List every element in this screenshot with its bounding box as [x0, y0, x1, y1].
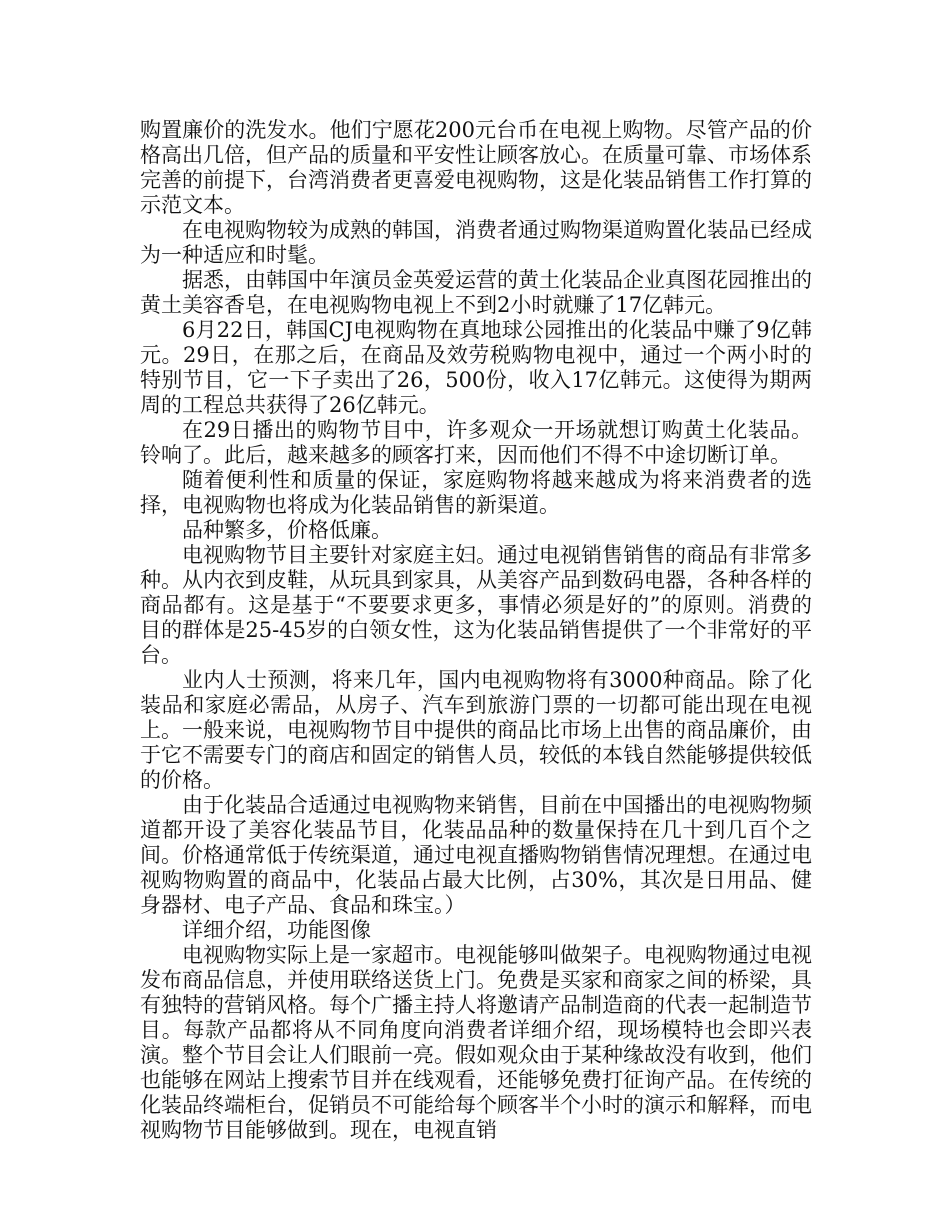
paragraph-12: 电视购物实际上是一家超市。电视能够叫做架子。电视购物通过电视发布商品信息，并使用联络送货上门。免费是买家和商家之间的桥梁，具有独特的营销风格。每个广播主持人将邀请产品制造商的代表一起制造节目。每款产品都将从不同角度向消费者详细介绍，现场模特也会即兴表演。整个节目会让人们眼前一亮。假如观众由于某种缘故没有收到，他们也能够在网站上搜索节目并在线观看，还能够免费打征询产品。在传统的化装品终端柜台，促销员不可能给每个顾客半个小时的演示和解释，而电视购物节目能够做到。现在，电视直销 — [140, 943, 812, 1142]
document-page — [140, 118, 812, 1143]
paragraph-8: 电视购物节目主要针对家庭主妇。通过电视销售销售的商品有非常多种。从内衣到皮鞋，从玩具到家具，从美容产品到数码电器，各种各样的商品都有。这是基于“不要要求更多，事情必须是好的”的原则。消费的目的群体是25-45岁的白领女性，这为化装品销售提供了一个非常好的平台。 — [140, 543, 812, 667]
paragraph-9: 业内人士预测，将来几年，国内电视购物将有3000种商品。除了化装品和家庭必需品，从房子、汽车到旅游门票的一切都可能出现在电视上。一般来说，电视购物节目中提供的商品比市场上出售的商品廉价，由于它不需要专门的商店和固定的销售人员，较低的本钱自然能够提供较低的价格。 — [140, 668, 812, 792]
paragraph-2: 在电视购物较为成熟的韩国，消费者通过购物渠道购置化装品已经成为一种适应和时髦。 — [140, 218, 812, 267]
paragraph-3: 据悉，由韩国中年演员金英爱运营的黄土化装品企业真图花园推出的黄土美容香皂，在电视购物电视上不到2小时就赚了17亿韩元。 — [140, 268, 812, 317]
paragraph-6: 随着便利性和质量的保证，家庭购物将越来越成为将来消费者的选择，电视购物也将成为化装品销售的新渠道。 — [140, 468, 812, 517]
paragraph-10: 由于化装品合适通过电视购物来销售，目前在中国播出的电视购物频道都开设了美容化装品节目，化装品品种的数量保持在几十到几百个之间。价格通常低于传统渠道，通过电视直播购物销售情况理想。在通过电视购物购置的商品中，化装品占最大比例，占30%，其次是日用品、健身器材、电子产品、食品和珠宝。） — [140, 793, 812, 917]
paragraph-5: 在29日播出的购物节目中，许多观众一开场就想订购黄土化装品。铃响了。此后，越来越多的顾客打来，因而他们不得不中途切断订单。 — [140, 418, 812, 467]
paragraph-1: 购置廉价的洗发水。他们宁愿花200元台币在电视上购物。尽管产品的价格高出几倍，但产品的质量和平安性让顾客放心。在质量可靠、市场体系完善的前提下，台湾消费者更喜爱电视购物，这是化装品销售工作打算的示范文本。 — [140, 118, 812, 217]
paragraph-4: 6月22日，韩国CJ电视购物在真地球公园推出的化装品中赚了9亿韩元。29日，在那之后，在商品及效劳税购物电视中，通过一个两小时的特别节目，它一下子卖出了26，500份，收入17亿韩元。这使得为期两周的工程总共获得了26亿韩元。 — [140, 318, 812, 417]
section-heading-details: 详细介绍，功能图像 — [182, 918, 371, 942]
section-heading-variety: 品种繁多，价格低廉。 — [182, 518, 392, 542]
